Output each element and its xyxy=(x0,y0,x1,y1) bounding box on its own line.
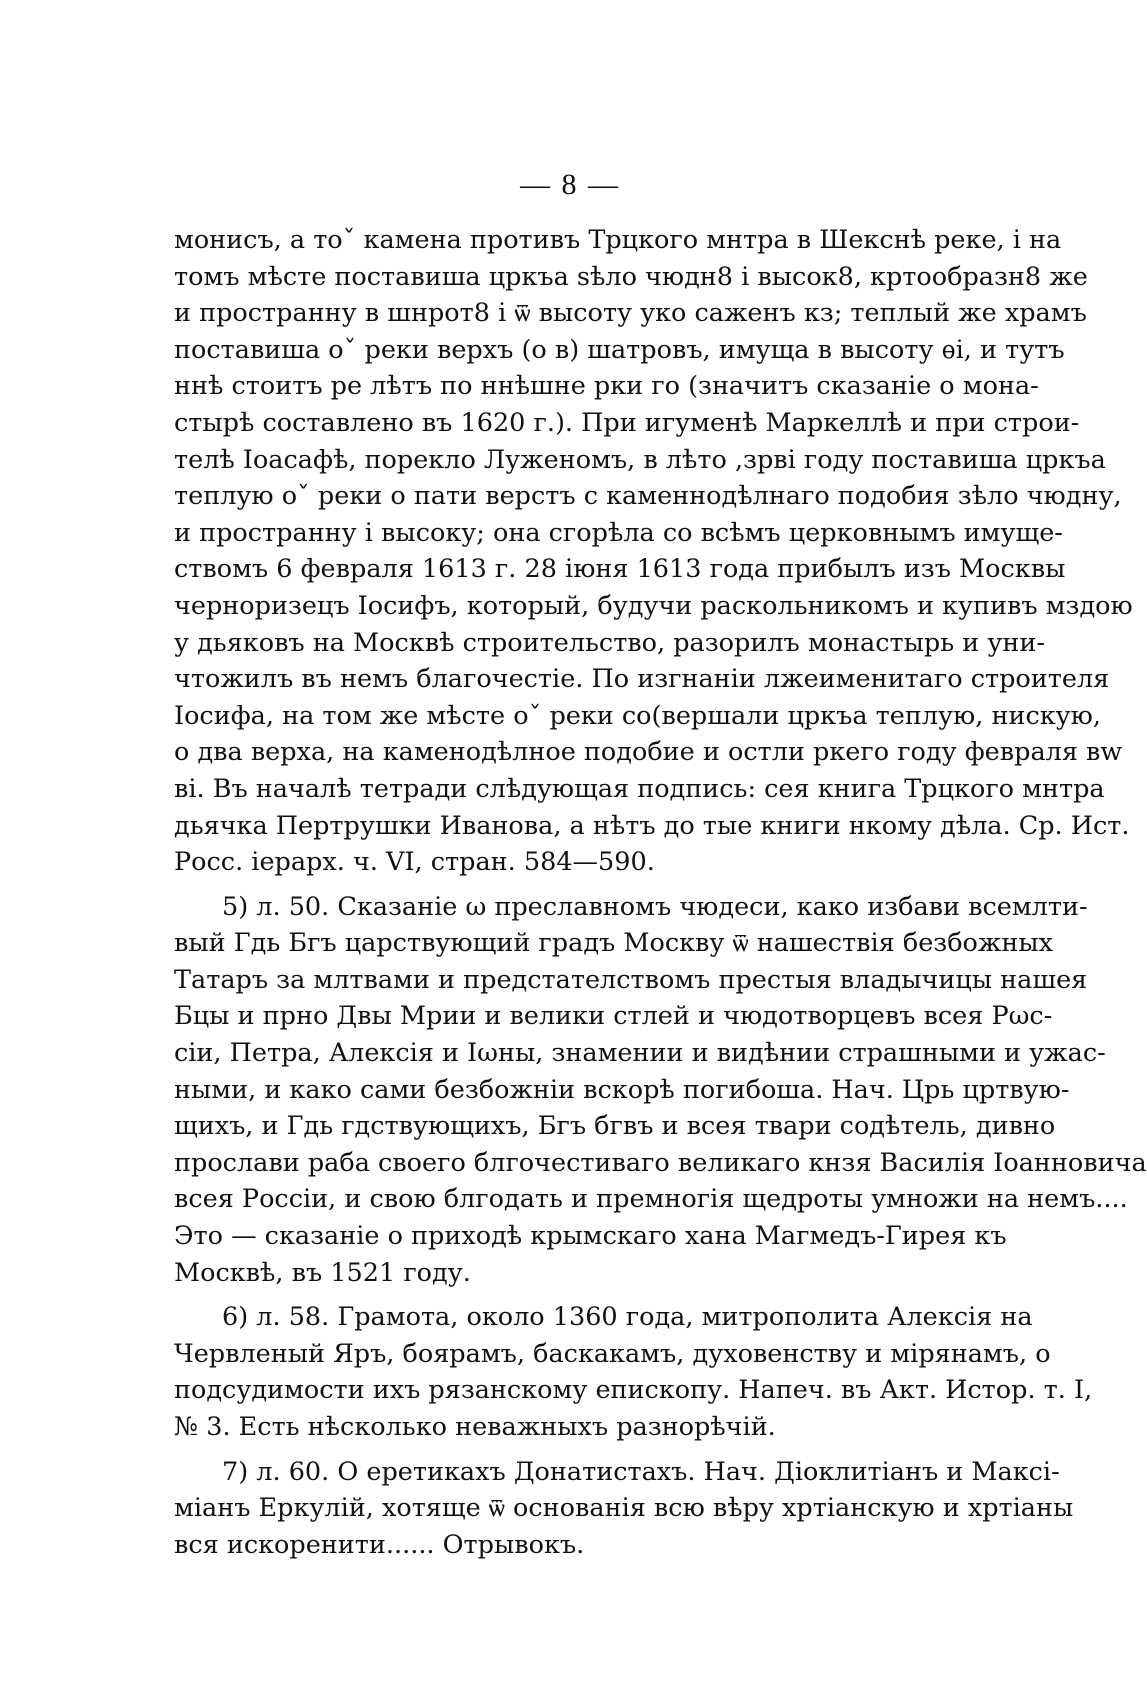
text-line: вый Гдь Бгъ царствующий градъ Москву ѿ нашествія безбожных xyxy=(174,928,1054,959)
text-line: сіи, Петра, Алексія и Іωны, знамении и видѣнии страшными и ужас- xyxy=(174,1038,1106,1069)
text-line: щихъ, и Гдь гдствующихъ, Бгъ бгвъ и всея твари содѣтель, дивно xyxy=(174,1111,1056,1142)
text-line: Татаръ за млтвами и предстателствомъ престыя владычицы нашея xyxy=(174,964,1088,995)
text-line: томъ мѣсте поставиша цркъа ѕѣло чюдн8 і высок8, кртообразн8 же xyxy=(174,261,1088,292)
paragraph-1 xyxy=(174,222,1133,881)
text-line: Червленый Яръ, боярамъ, баскакамъ, духовенству и мірянамъ, о xyxy=(174,1338,1051,1369)
text-line: всея Россіи, и свою блгодать и премногія щедроты умножи на немъ.... xyxy=(174,1184,1128,1215)
text-line: стырѣ составлено въ 1620 г.). При игуменѣ Маркеллѣ и при строи- xyxy=(174,407,1080,438)
text-line: чтожилъ въ немъ благочестіе. По изгнаніи лжеименитаго строителя xyxy=(174,664,1110,695)
text-line: ннѣ стоитъ ре лѣтъ по ннѣшне рки го (значитъ сказаніе о мона- xyxy=(174,371,1039,402)
text-line: ствомъ 6 февраля 1613 г. 28 іюня 1613 года прибылъ изъ Москвы xyxy=(174,554,1066,585)
paragraph-2 xyxy=(174,889,1147,1292)
page-text xyxy=(174,222,1147,1563)
text-line: Это — сказаніе о приходѣ крымскаго хана Магмедъ-Гирея къ xyxy=(174,1221,1007,1252)
text-line: 7) л. 60. О еретикахъ Донатистахъ. Нач. Діоклитіанъ и Максі- xyxy=(222,1456,1060,1487)
paragraph-gap xyxy=(174,1291,970,1299)
text-line: Бцы и прно Двы Мрии и велики стлей и чюдотворцевъ всея Рωс- xyxy=(174,1001,1053,1032)
text-line: Росс. іерарх. ч. VI, стран. 584—590. xyxy=(174,847,655,878)
text-line: у дьяковъ на Москвѣ строительство, разорилъ монастырь и уни- xyxy=(174,627,1045,658)
text-line: и пространну в шнрот8 і ѿ высоту уко саженъ кз; теплый же храмъ xyxy=(174,298,1087,329)
text-line: теплую оˇ реки о пати верстъ с каменнодѣлнаго подобия зѣло чюдну, xyxy=(174,481,1122,512)
text-line: міанъ Еркулій, хотяще ѿ основанія всю вѣру хртіанскую и хртіаны xyxy=(174,1493,1074,1524)
text-line: вся искоренити...... Отрывокъ. xyxy=(174,1529,585,1560)
paragraph-3 xyxy=(174,1299,1093,1445)
text-line: черноризецъ Іосифъ, который, будучи раскольникомъ и купивъ мздою xyxy=(174,590,1133,621)
page-number: — 8 — xyxy=(520,168,620,201)
paragraph-gap xyxy=(174,881,970,889)
paragraph-gap xyxy=(174,1446,970,1454)
text-line: дьячка Пертрушки Иванова, а нѣтъ до тые книги нкому дѣла. Ср. Ист. xyxy=(174,810,1130,841)
text-line: 6) л. 58. Грамота, около 1360 года, митрополита Алексія на xyxy=(222,1302,1033,1333)
text-line: ными, и како сами безбожніи вскорѣ погибоша. Нач. Црь цртвую- xyxy=(174,1074,1070,1105)
text-line: телѣ Іоасафѣ, порекло Луженомъ, в лѣто ,зрві году поставиша цркъа xyxy=(174,444,1106,475)
text-line: прослави раба своего блгочестиваго великаго кнзя Василія Іоанновича xyxy=(174,1147,1147,1178)
text-line: и пространну і высоку; она сгорѣла со всѣмъ церковнымъ имуще- xyxy=(174,517,1063,548)
text-line: подсудимости ихъ рязанскому епископу. Напеч. въ Акт. Истор. т. I, xyxy=(174,1375,1093,1406)
text-line: Москвѣ, въ 1521 году. xyxy=(174,1257,471,1288)
text-line: № 3. Есть нѣсколько неважныхъ разнорѣчій. xyxy=(174,1412,776,1442)
text-line: поставиша оˇ реки верхъ (о в) шатровъ, имущa в высоту ѳі, и тутъ xyxy=(174,334,1065,365)
text-line: монисъ, а тоˇ камена противъ Трцкого мнтра в Шекснѣ реке, і на xyxy=(174,225,1062,255)
text-line: о два верха, на каменодѣлное подобие и остли ркего году февраля вw xyxy=(174,737,1123,768)
text-line: Іосифа, на том же мѣсте оˇ реки со(вершали цркъа теплую, нискую, xyxy=(174,700,1101,731)
text-line: 5) л. 50. Сказаніе ω преславномъ чюдеси, како избави всемлти- xyxy=(222,891,1088,922)
paragraph-4 xyxy=(174,1454,1074,1564)
text-line: ві. Въ началѣ тетради слѣдующая подпись: сея книга Трцкого мнтра xyxy=(174,773,1105,804)
